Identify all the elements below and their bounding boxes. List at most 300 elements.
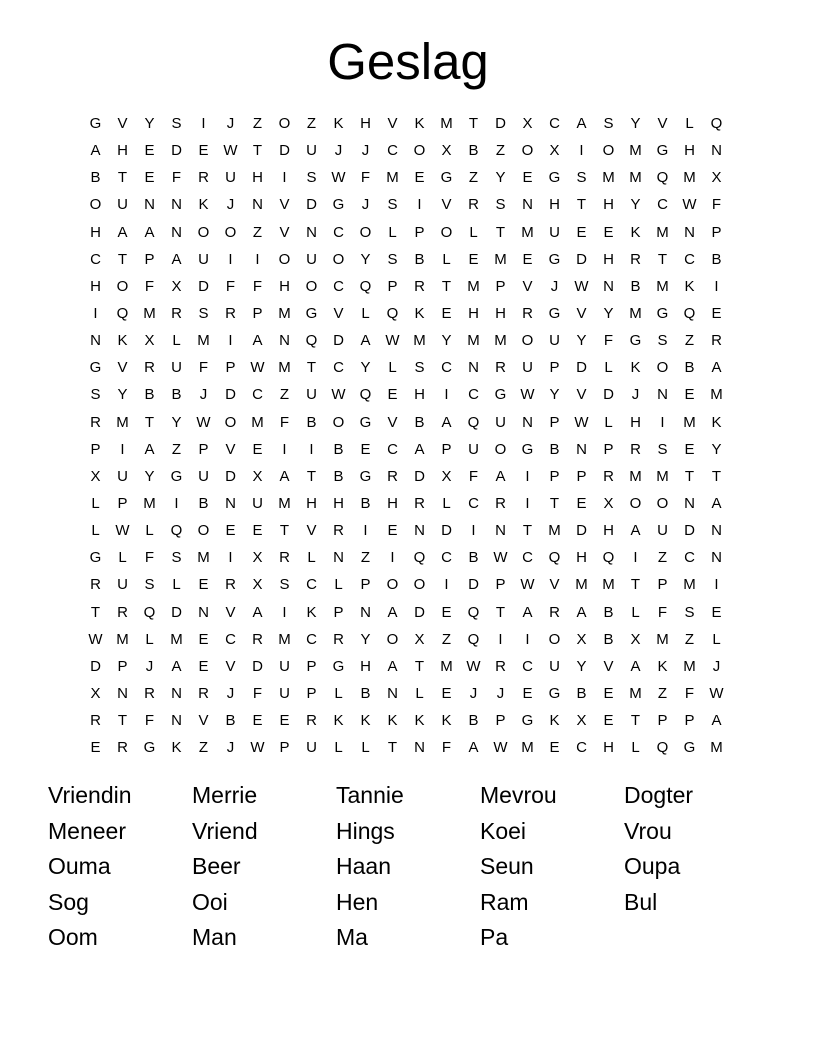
grid-letter[interactable]: N	[171, 684, 182, 702]
grid-letter[interactable]: X	[603, 494, 614, 512]
grid-letter[interactable]: I	[120, 440, 125, 458]
grid-letter[interactable]: L	[388, 223, 397, 241]
grid-letter[interactable]: N	[576, 440, 587, 458]
grid-letter[interactable]: N	[198, 603, 209, 621]
grid-letter[interactable]: U	[279, 657, 290, 675]
grid-letter[interactable]: P	[90, 440, 101, 458]
grid-letter[interactable]: P	[252, 304, 263, 322]
grid-letter[interactable]: C	[387, 440, 398, 458]
grid-letter[interactable]: R	[90, 413, 101, 431]
grid-letter[interactable]: I	[444, 386, 449, 404]
grid-letter[interactable]: N	[225, 494, 236, 512]
grid-letter[interactable]: N	[333, 549, 344, 567]
grid-letter[interactable]: G	[683, 739, 696, 757]
grid-letter[interactable]: G	[494, 386, 507, 404]
grid-letter[interactable]: J	[361, 142, 370, 160]
grid-letter[interactable]: T	[90, 603, 101, 621]
grid-letter[interactable]: O	[197, 522, 210, 540]
grid-letter[interactable]: O	[224, 223, 237, 241]
grid-letter[interactable]: P	[549, 413, 560, 431]
grid-letter[interactable]: P	[603, 440, 614, 458]
grid-letter[interactable]: Q	[143, 603, 156, 621]
grid-letter[interactable]: L	[334, 576, 343, 594]
grid-letter[interactable]: D	[279, 142, 290, 160]
grid-letter[interactable]: C	[306, 576, 317, 594]
grid-letter[interactable]: P	[360, 576, 371, 594]
grid-letter[interactable]: M	[629, 684, 642, 702]
grid-letter[interactable]: M	[656, 630, 669, 648]
grid-letter[interactable]: X	[414, 630, 425, 648]
grid-letter[interactable]: R	[198, 169, 209, 187]
grid-letter[interactable]: R	[495, 494, 506, 512]
grid-letter[interactable]: L	[604, 413, 613, 431]
grid-letter[interactable]: U	[198, 250, 209, 268]
grid-letter[interactable]: N	[171, 223, 182, 241]
grid-letter[interactable]: V	[657, 115, 668, 132]
grid-letter[interactable]: I	[201, 115, 206, 132]
grid-letter[interactable]: Y	[630, 196, 641, 214]
grid-letter[interactable]: C	[576, 739, 587, 757]
grid-letter[interactable]: J	[361, 196, 370, 214]
grid-letter[interactable]: S	[90, 386, 101, 404]
grid-letter[interactable]: C	[549, 115, 560, 132]
grid-letter[interactable]: D	[441, 522, 452, 540]
grid-letter[interactable]: T	[468, 115, 479, 132]
grid-letter[interactable]: P	[711, 223, 722, 241]
grid-letter[interactable]: L	[442, 250, 451, 268]
grid-letter[interactable]: V	[333, 304, 344, 322]
grid-letter[interactable]: P	[414, 223, 425, 241]
grid-letter[interactable]: U	[549, 223, 560, 241]
grid-letter[interactable]: J	[631, 386, 640, 404]
grid-letter[interactable]: N	[414, 522, 425, 540]
grid-letter[interactable]: I	[282, 440, 287, 458]
grid-letter[interactable]: R	[225, 304, 236, 322]
grid-letter[interactable]: P	[495, 712, 506, 730]
grid-letter[interactable]: P	[495, 277, 506, 295]
grid-letter[interactable]: I	[174, 494, 179, 512]
grid-letter[interactable]: J	[199, 386, 208, 404]
grid-letter[interactable]: X	[711, 169, 722, 187]
grid-letter[interactable]: E	[144, 142, 155, 160]
grid-letter[interactable]: R	[279, 549, 290, 567]
grid-letter[interactable]: A	[468, 739, 479, 757]
grid-letter[interactable]: L	[604, 359, 613, 377]
grid-letter[interactable]: L	[712, 630, 721, 648]
grid-letter[interactable]: X	[441, 142, 452, 160]
grid-letter[interactable]: R	[387, 467, 398, 485]
grid-letter[interactable]: A	[171, 657, 182, 675]
grid-letter[interactable]: W	[223, 142, 238, 160]
grid-letter[interactable]: C	[684, 250, 695, 268]
grid-letter[interactable]: D	[576, 522, 587, 540]
grid-letter[interactable]: E	[441, 684, 452, 702]
grid-letter[interactable]: K	[414, 115, 425, 132]
grid-letter[interactable]: E	[441, 603, 452, 621]
grid-letter[interactable]: R	[252, 630, 263, 648]
grid-letter[interactable]: C	[90, 250, 101, 268]
grid-letter[interactable]: H	[90, 223, 101, 241]
grid-letter[interactable]: K	[333, 712, 344, 730]
grid-letter[interactable]: L	[145, 630, 154, 648]
grid-letter[interactable]: E	[684, 386, 695, 404]
grid-letter[interactable]: H	[630, 413, 641, 431]
grid-letter[interactable]: M	[170, 630, 183, 648]
grid-letter[interactable]: D	[603, 386, 614, 404]
grid-letter[interactable]: N	[171, 712, 182, 730]
grid-letter[interactable]: Y	[549, 386, 560, 404]
grid-letter[interactable]: R	[225, 576, 236, 594]
grid-letter[interactable]: T	[414, 657, 425, 675]
grid-letter[interactable]: I	[714, 576, 719, 594]
grid-letter[interactable]: O	[332, 413, 345, 431]
grid-letter[interactable]: O	[629, 494, 642, 512]
grid-letter[interactable]: I	[498, 630, 503, 648]
grid-letter[interactable]: D	[225, 467, 236, 485]
grid-letter[interactable]: C	[333, 359, 344, 377]
grid-letter[interactable]: F	[468, 467, 479, 485]
grid-letter[interactable]: T	[684, 467, 695, 485]
grid-letter[interactable]: M	[575, 576, 588, 594]
grid-letter[interactable]: G	[143, 739, 156, 757]
grid-letter[interactable]: I	[282, 169, 287, 187]
grid-letter[interactable]: I	[309, 440, 314, 458]
grid-letter[interactable]: P	[306, 684, 317, 702]
grid-letter[interactable]: X	[252, 549, 263, 567]
grid-letter[interactable]: Y	[360, 630, 371, 648]
grid-letter[interactable]: X	[549, 142, 560, 160]
grid-letter[interactable]: B	[360, 494, 371, 512]
grid-letter[interactable]: P	[495, 576, 506, 594]
grid-letter[interactable]: S	[576, 169, 587, 187]
grid-letter[interactable]: M	[278, 630, 291, 648]
grid-letter[interactable]: Q	[656, 739, 669, 757]
grid-letter[interactable]: O	[332, 250, 345, 268]
grid-letter[interactable]: M	[278, 304, 291, 322]
grid-letter[interactable]: H	[90, 277, 101, 295]
grid-letter[interactable]: V	[603, 657, 614, 675]
grid-letter[interactable]: Q	[602, 549, 615, 567]
grid-letter[interactable]: P	[117, 657, 128, 675]
grid-letter[interactable]: J	[469, 684, 478, 702]
grid-letter[interactable]: K	[171, 739, 182, 757]
grid-letter[interactable]: U	[522, 359, 533, 377]
grid-letter[interactable]: O	[359, 223, 372, 241]
grid-letter[interactable]: I	[390, 549, 395, 567]
grid-letter[interactable]: B	[630, 277, 641, 295]
grid-letter[interactable]: E	[414, 169, 425, 187]
grid-letter[interactable]: R	[171, 304, 182, 322]
grid-letter[interactable]: K	[306, 603, 317, 621]
grid-letter[interactable]: O	[413, 576, 426, 594]
grid-letter[interactable]: A	[90, 142, 101, 160]
grid-letter[interactable]: D	[495, 115, 506, 132]
grid-letter[interactable]: K	[441, 712, 452, 730]
grid-letter[interactable]: Y	[441, 332, 452, 350]
grid-letter[interactable]: L	[631, 603, 640, 621]
grid-letter[interactable]: F	[603, 332, 614, 350]
grid-letter[interactable]: Q	[413, 549, 426, 567]
grid-letter[interactable]: T	[495, 223, 506, 241]
grid-letter[interactable]: O	[413, 142, 426, 160]
grid-letter[interactable]: U	[252, 494, 263, 512]
grid-letter[interactable]: E	[90, 739, 101, 757]
grid-letter[interactable]: R	[90, 576, 101, 594]
grid-letter[interactable]: W	[331, 386, 346, 404]
grid-letter[interactable]: N	[252, 196, 263, 214]
grid-letter[interactable]: P	[441, 440, 452, 458]
grid-letter[interactable]: F	[684, 684, 695, 702]
grid-letter[interactable]: R	[603, 467, 614, 485]
grid-letter[interactable]: A	[522, 603, 533, 621]
grid-letter[interactable]: S	[387, 250, 398, 268]
grid-letter[interactable]: V	[225, 657, 236, 675]
grid-letter[interactable]: U	[468, 440, 479, 458]
grid-letter[interactable]: K	[684, 277, 695, 295]
grid-letter[interactable]: I	[525, 630, 530, 648]
grid-letter[interactable]: V	[576, 386, 587, 404]
grid-letter[interactable]: M	[656, 467, 669, 485]
grid-letter[interactable]: E	[198, 630, 209, 648]
grid-letter[interactable]: M	[602, 169, 615, 187]
grid-letter[interactable]: M	[467, 332, 480, 350]
grid-letter[interactable]: L	[442, 494, 451, 512]
grid-letter[interactable]: Z	[360, 549, 371, 567]
grid-letter[interactable]: U	[171, 359, 182, 377]
grid-letter[interactable]: M	[386, 169, 399, 187]
grid-letter[interactable]: C	[306, 630, 317, 648]
grid-letter[interactable]: W	[709, 684, 724, 702]
grid-letter[interactable]: T	[549, 494, 560, 512]
grid-letter[interactable]: C	[522, 549, 533, 567]
grid-letter[interactable]: X	[522, 115, 533, 132]
grid-letter[interactable]: M	[710, 739, 723, 757]
grid-letter[interactable]: N	[495, 522, 506, 540]
grid-letter[interactable]: Q	[467, 413, 480, 431]
grid-letter[interactable]: A	[252, 332, 263, 350]
grid-letter[interactable]: I	[255, 250, 260, 268]
grid-letter[interactable]: Y	[360, 359, 371, 377]
grid-letter[interactable]: E	[279, 712, 290, 730]
grid-letter[interactable]: Q	[467, 603, 480, 621]
grid-letter[interactable]: G	[656, 142, 669, 160]
grid-letter[interactable]: R	[468, 196, 479, 214]
grid-letter[interactable]: P	[333, 603, 344, 621]
grid-letter[interactable]: F	[144, 712, 155, 730]
grid-letter[interactable]: D	[333, 332, 344, 350]
grid-letter[interactable]: Z	[657, 549, 668, 567]
grid-letter[interactable]: T	[576, 196, 587, 214]
grid-letter[interactable]: M	[278, 494, 291, 512]
grid-letter[interactable]: K	[657, 657, 668, 675]
grid-letter[interactable]: D	[414, 467, 425, 485]
grid-letter[interactable]: I	[660, 413, 665, 431]
grid-letter[interactable]: I	[417, 196, 422, 214]
grid-letter[interactable]: I	[363, 522, 368, 540]
grid-letter[interactable]: O	[548, 630, 561, 648]
grid-letter[interactable]: X	[630, 630, 641, 648]
grid-letter[interactable]: Q	[359, 386, 372, 404]
grid-letter[interactable]: M	[683, 169, 696, 187]
grid-letter[interactable]: F	[225, 277, 236, 295]
grid-letter[interactable]: O	[440, 223, 453, 241]
grid-letter[interactable]: M	[629, 142, 642, 160]
grid-letter[interactable]: P	[117, 494, 128, 512]
grid-letter[interactable]: W	[520, 576, 535, 594]
grid-letter[interactable]: R	[414, 494, 425, 512]
grid-letter[interactable]: R	[630, 250, 641, 268]
grid-letter[interactable]: B	[711, 250, 722, 268]
grid-letter[interactable]: E	[522, 684, 533, 702]
grid-letter[interactable]: V	[306, 522, 317, 540]
grid-letter[interactable]: G	[359, 467, 372, 485]
grid-letter[interactable]: P	[549, 359, 560, 377]
grid-letter[interactable]: V	[387, 115, 398, 132]
grid-letter[interactable]: K	[414, 304, 425, 322]
grid-letter[interactable]: L	[415, 684, 424, 702]
grid-letter[interactable]: S	[198, 304, 209, 322]
grid-letter[interactable]: Z	[495, 142, 506, 160]
grid-letter[interactable]: A	[711, 494, 722, 512]
grid-letter[interactable]: G	[332, 657, 345, 675]
grid-letter[interactable]: M	[710, 386, 723, 404]
grid-letter[interactable]: B	[468, 142, 479, 160]
grid-letter[interactable]: U	[198, 467, 209, 485]
grid-letter[interactable]: X	[90, 684, 101, 702]
grid-letter[interactable]: C	[441, 549, 452, 567]
grid-letter[interactable]: K	[117, 332, 128, 350]
grid-letter[interactable]: D	[576, 250, 587, 268]
grid-letter[interactable]: N	[684, 223, 695, 241]
grid-letter[interactable]: M	[602, 576, 615, 594]
grid-letter[interactable]: W	[331, 169, 346, 187]
grid-letter[interactable]: O	[656, 359, 669, 377]
grid-letter[interactable]: G	[548, 250, 561, 268]
grid-letter[interactable]: J	[550, 277, 559, 295]
grid-letter[interactable]: O	[602, 142, 615, 160]
grid-letter[interactable]: L	[118, 549, 127, 567]
grid-letter[interactable]: W	[196, 413, 211, 431]
grid-letter[interactable]: V	[522, 277, 533, 295]
grid-letter[interactable]: R	[306, 712, 317, 730]
grid-letter[interactable]: Y	[711, 440, 722, 458]
grid-letter[interactable]: U	[306, 386, 317, 404]
grid-letter[interactable]: U	[306, 250, 317, 268]
grid-letter[interactable]: B	[333, 467, 344, 485]
grid-letter[interactable]: P	[684, 712, 695, 730]
grid-letter[interactable]: B	[198, 494, 209, 512]
grid-letter[interactable]: H	[603, 739, 614, 757]
grid-letter[interactable]: A	[414, 440, 425, 458]
grid-letter[interactable]: S	[657, 440, 668, 458]
grid-letter[interactable]: N	[414, 739, 425, 757]
grid-letter[interactable]: M	[521, 223, 534, 241]
grid-letter[interactable]: U	[549, 332, 560, 350]
grid-letter[interactable]: R	[414, 277, 425, 295]
grid-letter[interactable]: A	[576, 603, 587, 621]
grid-letter[interactable]: W	[574, 413, 589, 431]
grid-letter[interactable]: L	[307, 549, 316, 567]
grid-letter[interactable]: R	[522, 304, 533, 322]
grid-letter[interactable]: N	[711, 142, 722, 160]
grid-letter[interactable]: G	[521, 440, 534, 458]
grid-letter[interactable]: J	[226, 115, 235, 132]
grid-letter[interactable]: M	[629, 169, 642, 187]
grid-letter[interactable]: N	[306, 223, 317, 241]
grid-letter[interactable]: M	[494, 332, 507, 350]
grid-letter[interactable]: M	[197, 332, 210, 350]
grid-letter[interactable]: S	[495, 196, 506, 214]
grid-letter[interactable]: W	[466, 657, 481, 675]
grid-letter[interactable]: O	[305, 277, 318, 295]
grid-letter[interactable]: E	[387, 386, 398, 404]
grid-letter[interactable]: S	[657, 332, 668, 350]
grid-letter[interactable]: P	[144, 250, 155, 268]
grid-letter[interactable]: I	[228, 332, 233, 350]
grid-letter[interactable]: P	[306, 657, 317, 675]
grid-letter[interactable]: Z	[252, 115, 263, 132]
grid-letter[interactable]: K	[387, 712, 398, 730]
grid-letter[interactable]: I	[579, 142, 584, 160]
grid-letter[interactable]: E	[576, 494, 587, 512]
grid-letter[interactable]: C	[333, 223, 344, 241]
grid-letter[interactable]: B	[360, 684, 371, 702]
grid-letter[interactable]: W	[250, 739, 265, 757]
grid-letter[interactable]: I	[228, 250, 233, 268]
grid-letter[interactable]: A	[495, 467, 506, 485]
grid-letter[interactable]: O	[197, 223, 210, 241]
grid-letter[interactable]: Z	[441, 630, 452, 648]
grid-letter[interactable]: Z	[468, 169, 479, 187]
grid-letter[interactable]: O	[656, 494, 669, 512]
grid-letter[interactable]: Q	[548, 549, 561, 567]
grid-letter[interactable]: V	[279, 223, 290, 241]
grid-letter[interactable]: W	[682, 196, 697, 214]
grid-letter[interactable]: O	[89, 196, 102, 214]
grid-letter[interactable]: X	[441, 467, 452, 485]
grid-letter[interactable]: E	[441, 304, 452, 322]
grid-letter[interactable]: T	[306, 467, 317, 485]
grid-letter[interactable]: T	[117, 712, 128, 730]
grid-letter[interactable]: B	[603, 603, 614, 621]
grid-letter[interactable]: O	[278, 115, 291, 132]
grid-letter[interactable]: Y	[117, 386, 128, 404]
grid-letter[interactable]: M	[413, 332, 426, 350]
grid-letter[interactable]: T	[657, 250, 668, 268]
grid-letter[interactable]: A	[630, 522, 641, 540]
grid-letter[interactable]: V	[117, 359, 128, 377]
grid-letter[interactable]: D	[171, 142, 182, 160]
grid-letter[interactable]: Q	[710, 115, 723, 132]
grid-letter[interactable]: E	[252, 440, 263, 458]
grid-letter[interactable]: B	[225, 712, 236, 730]
grid-letter[interactable]: T	[117, 169, 128, 187]
grid-letter[interactable]: M	[467, 277, 480, 295]
grid-letter[interactable]: H	[117, 142, 128, 160]
grid-letter[interactable]: S	[144, 576, 155, 594]
grid-letter[interactable]: E	[198, 657, 209, 675]
grid-letter[interactable]: D	[171, 603, 182, 621]
grid-letter[interactable]: T	[441, 277, 452, 295]
grid-letter[interactable]: A	[117, 223, 128, 241]
grid-letter[interactable]: C	[522, 657, 533, 675]
grid-letter[interactable]: G	[305, 304, 318, 322]
grid-letter[interactable]: T	[711, 467, 722, 485]
grid-letter[interactable]: T	[522, 522, 533, 540]
grid-letter[interactable]: X	[252, 576, 263, 594]
grid-letter[interactable]: H	[468, 304, 479, 322]
grid-letter[interactable]: B	[144, 386, 155, 404]
